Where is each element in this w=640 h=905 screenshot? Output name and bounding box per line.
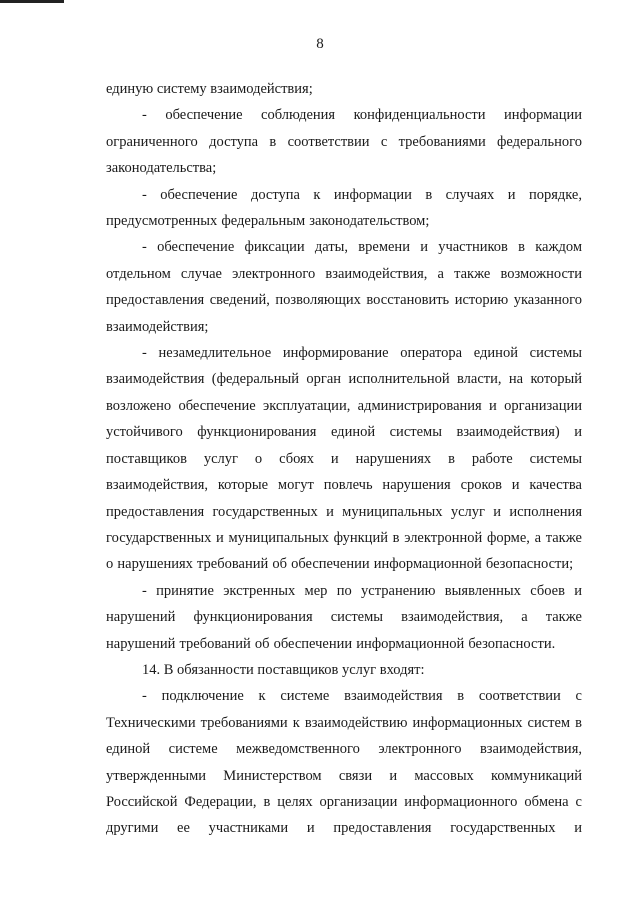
list-item-fixation: - обеспечение фиксации даты, времени и участников в каждом отдельном случае электронного взаимодействия, а также возможности предоставления сведений, позволяющих восстановить историю указанного взаимодействия; xyxy=(106,239,582,335)
list-item-informing: - незамедлительное информирование оператора единой системы взаимодействия (федеральный орган исполнительной власти, на который возложено обеспечение эксплуатации, администрирования и организации устойчивого функционирования единой системы взаимодействия) и поставщиков услуг о сбоях и нарушениях в работе системы взаимодействия, которые могут повлечь нарушения сроков и качества предоставления государственных и муниципальных услуг и исполнения государственных и муниципальных функций в электронной форме, а также о нарушениях требований об обеспечении информационной безопасности; xyxy=(106,345,582,573)
list-item-emergency-measures: - принятие экстренных мер по устранению выявленных сбоев и нарушений функционирования системы взаимодействия, а также нарушений требований об обеспечении информационной безопасности. xyxy=(106,582,582,652)
top-edge-mark xyxy=(0,0,64,3)
section-14-heading: 14. В обязанности поставщиков услуг входят: xyxy=(142,661,425,678)
paragraph-continuation: единую систему взаимодействия; xyxy=(106,81,313,97)
page-number: 8 xyxy=(316,36,324,52)
list-item-access: - обеспечение доступа к информации в случаях и порядке, предусмотренных федеральным законодательством; xyxy=(106,186,582,230)
document-body xyxy=(106,76,582,842)
list-item-connection: - подключение к системе взаимодействия в соответствии с Техническими требованиями к взаимодействию информационных систем в единой системе межведомственного электронного взаимодействия, утвержденными Министерством связи и массовых коммуникаций Российской Федерации, в целях организации информационного обмена с другими ее участниками и предоставления государственных и xyxy=(106,688,582,837)
list-item-confidentiality: - обеспечение соблюдения конфиденциальности информации ограниченного доступа в соответствии с требованиями федерального законодательства; xyxy=(106,107,582,177)
